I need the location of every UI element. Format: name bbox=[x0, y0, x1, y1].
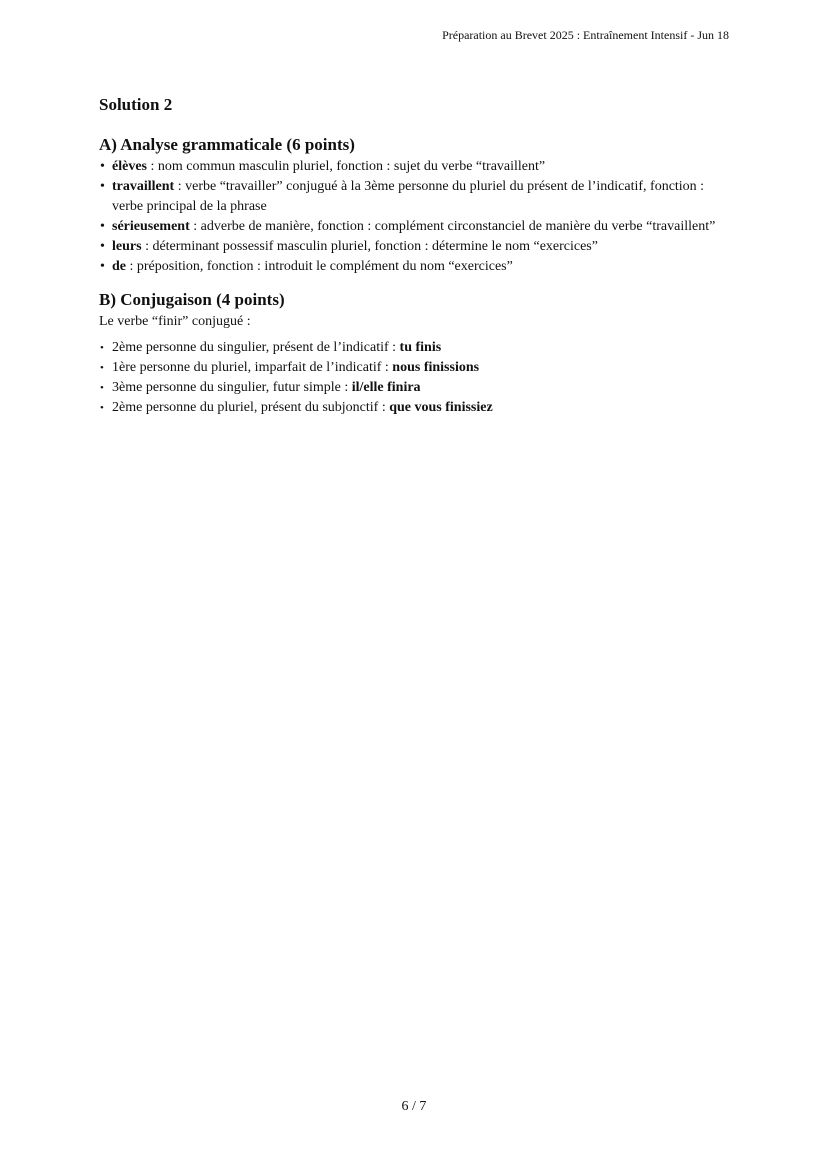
term: élèves bbox=[112, 159, 147, 174]
page-number: 6 / 7 bbox=[401, 1099, 427, 1114]
bullet-icon: • bbox=[100, 402, 104, 414]
bullet-icon: • bbox=[100, 342, 104, 354]
section-b-title: B) Conjugaison (4 points) bbox=[99, 290, 285, 309]
bullet-icon: • bbox=[100, 219, 105, 234]
bullet-icon: • bbox=[100, 179, 105, 194]
bullet-icon: • bbox=[100, 382, 104, 394]
bullet-icon: • bbox=[100, 239, 105, 254]
list-item bbox=[99, 257, 731, 277]
list-item bbox=[99, 378, 731, 398]
list-item bbox=[99, 338, 731, 358]
definition: : déterminant possessif masculin pluriel, fonction : détermine le nom “exercices” bbox=[141, 239, 598, 254]
conjugation-description: 2ème personne du singulier, présent de l’indicatif : bbox=[112, 340, 400, 355]
bullet-icon: • bbox=[100, 159, 105, 174]
term: travaillent bbox=[112, 179, 175, 194]
conjugation-answer: que vous finissiez bbox=[389, 400, 493, 415]
term: leurs bbox=[112, 239, 142, 254]
bullet-icon: • bbox=[100, 259, 105, 274]
list-item bbox=[99, 217, 731, 237]
bullet-icon: • bbox=[100, 362, 104, 374]
list-item bbox=[99, 398, 731, 418]
section-b-intro: Le verbe “finir” conjugué : bbox=[99, 314, 251, 329]
conjugation-list bbox=[99, 338, 731, 418]
list-item bbox=[99, 237, 731, 257]
term: sérieusement bbox=[112, 219, 190, 234]
conjugation-description: 3ème personne du singulier, futur simple : bbox=[112, 380, 352, 395]
conjugation-description: 2ème personne du pluriel, présent du subjonctif : bbox=[112, 400, 390, 415]
solution-title: Solution 2 bbox=[99, 95, 173, 114]
conjugation-answer: tu finis bbox=[399, 340, 442, 355]
section-a-title: A) Analyse grammaticale (6 points) bbox=[99, 135, 355, 154]
list-item bbox=[99, 358, 731, 378]
conjugation-answer: il/elle finira bbox=[351, 380, 421, 395]
list-item bbox=[99, 157, 731, 177]
definition: : verbe “travailler” conjugué à la 3ème personne du pluriel du présent de l’indicatif, fonction : verbe principal de la phrase bbox=[112, 179, 705, 214]
page-header: Préparation au Brevet 2025 : Entraînement Intensif - Jun 18 bbox=[442, 28, 729, 42]
grammar-analysis-list bbox=[99, 157, 731, 277]
definition: : adverbe de manière, fonction : complément circonstanciel de manière du verbe “travaillent” bbox=[189, 219, 716, 234]
conjugation-answer: nous finissions bbox=[392, 360, 480, 375]
definition: : nom commun masculin pluriel, fonction : sujet du verbe “travaillent” bbox=[146, 159, 546, 174]
document-body bbox=[99, 93, 731, 418]
term: de bbox=[112, 259, 126, 274]
conjugation-description: 1ère personne du pluriel, imparfait de l’indicatif : bbox=[112, 360, 393, 375]
list-item bbox=[99, 177, 731, 217]
definition: : préposition, fonction : introduit le complément du nom “exercices” bbox=[126, 259, 513, 274]
